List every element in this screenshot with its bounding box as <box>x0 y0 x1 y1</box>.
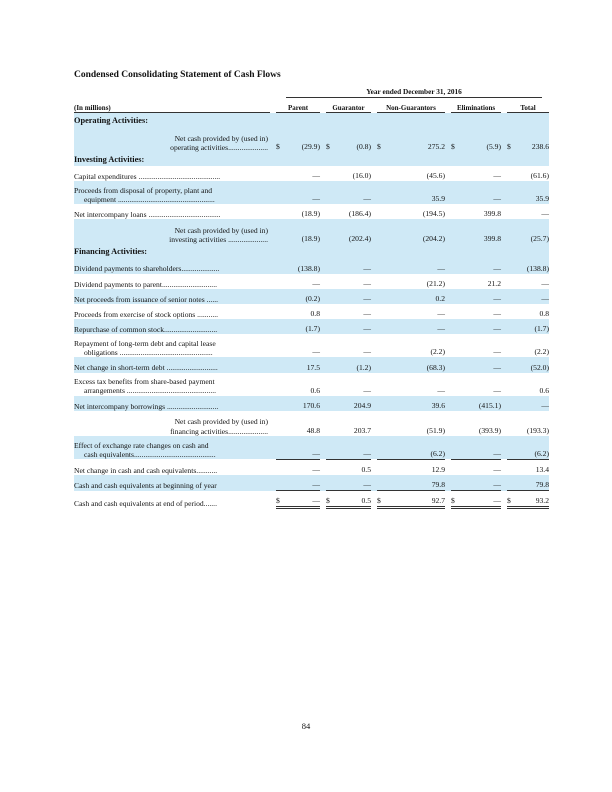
dollar-sign <box>377 204 385 219</box>
dollar-sign <box>377 166 385 181</box>
row-label <box>74 436 270 460</box>
row-label <box>74 334 270 357</box>
dollar-sign <box>276 274 284 289</box>
dollar-sign <box>507 181 515 204</box>
dollar-sign <box>377 357 385 372</box>
cell-value: 0.5 <box>334 491 371 508</box>
cell-value: — <box>541 293 549 303</box>
dollar-sign <box>451 459 459 475</box>
table-row <box>74 219 549 244</box>
row-label-line: equipment ................................................... <box>84 195 215 205</box>
cell-value: — <box>493 171 501 181</box>
cell-value: — <box>363 278 371 288</box>
dollar-sign <box>276 319 284 334</box>
column-header: Eliminations <box>451 101 501 113</box>
row-label-line: obligations ................................................. <box>84 348 213 358</box>
cell-value: 203.7 <box>353 425 371 435</box>
dollar-sign: $ <box>451 142 455 151</box>
dollar-sign <box>377 304 385 319</box>
cell-value: 170.6 <box>302 400 320 410</box>
row-label-line: Dividend payments to parent............................. <box>74 279 217 289</box>
dollar-sign <box>276 204 284 219</box>
cell-value: — <box>493 309 501 319</box>
row-label <box>74 219 270 244</box>
dollar-sign <box>276 334 284 357</box>
dollar-sign <box>507 204 515 219</box>
cell-value: — <box>459 491 501 508</box>
dollar-sign <box>451 258 459 273</box>
dollar-sign <box>377 334 385 357</box>
cell-value: (2.2) <box>430 347 445 357</box>
cell-value: — <box>312 347 320 357</box>
dollar-sign: $ <box>326 142 330 151</box>
dollar-sign <box>507 304 515 319</box>
dollar-sign: $ <box>377 491 385 508</box>
dollar-sign <box>276 219 284 244</box>
dollar-sign: $ <box>326 491 334 508</box>
cell-value: (202.4) <box>348 234 371 244</box>
row-label <box>74 127 270 152</box>
dollar-sign <box>451 219 459 244</box>
dollar-sign <box>451 411 459 436</box>
dollar-sign <box>507 373 515 396</box>
row-label <box>74 274 270 289</box>
table-row <box>74 181 549 204</box>
section-header-row <box>74 152 549 166</box>
cell-value: (6.2) <box>385 436 445 460</box>
dollar-sign <box>276 373 284 396</box>
dollar-sign: $ <box>276 491 284 508</box>
row-label <box>74 258 270 273</box>
section-label: Investing Activities: <box>74 154 145 164</box>
cell-value: — <box>459 436 501 460</box>
dollar-sign <box>451 181 459 204</box>
dollar-sign <box>507 475 515 491</box>
dollar-sign <box>377 411 385 436</box>
table-row <box>74 436 549 460</box>
dollar-sign <box>276 289 284 304</box>
dollar-sign <box>377 396 385 411</box>
cell-value: — <box>493 263 501 273</box>
cell-value: 399.8 <box>483 234 501 244</box>
dollar-sign <box>326 319 334 334</box>
row-label <box>74 304 270 319</box>
cell-value: — <box>437 263 445 273</box>
dollar-sign <box>507 396 515 411</box>
dollar-sign <box>451 274 459 289</box>
table-row <box>74 289 549 304</box>
row-label-line: cash equivalents........................................... <box>84 450 216 460</box>
dollar-sign <box>326 475 334 491</box>
row-label <box>74 181 270 204</box>
section-label: Operating Activities: <box>74 115 148 125</box>
cell-value: — <box>284 436 320 460</box>
row-label <box>74 166 270 181</box>
table-row <box>74 373 549 396</box>
cell-value: (68.3) <box>426 362 445 372</box>
cell-value: — <box>459 475 501 491</box>
cell-value: — <box>541 209 549 219</box>
row-label-line: Repurchase of common stock............................ <box>74 325 218 335</box>
dollar-sign <box>276 357 284 372</box>
cell-value: — <box>437 385 445 395</box>
cell-value: — <box>493 324 501 334</box>
row-label-line: arrangements ............................................... <box>84 386 217 396</box>
cell-value: 275.2 <box>427 142 445 151</box>
dollar-sign <box>326 204 334 219</box>
cell-value: (52.0) <box>530 362 549 372</box>
cell-value: — <box>493 385 501 395</box>
cell-value: (18.9) <box>301 234 320 244</box>
cell-value: (1.7) <box>534 324 549 334</box>
dollar-sign <box>377 475 385 491</box>
row-label <box>74 475 270 491</box>
cell-value: 17.5 <box>306 362 320 372</box>
cell-value: (0.8) <box>356 142 371 151</box>
dollar-sign <box>326 258 334 273</box>
dollar-sign: $ <box>451 491 459 508</box>
section-header-row <box>74 244 549 258</box>
cell-value: — <box>312 464 320 474</box>
row-label-line: Net intercompany loans ...................................... <box>74 210 221 220</box>
table-row <box>74 127 549 152</box>
row-label-line: Net cash provided by (used in) <box>174 417 268 427</box>
cell-value: (204.2) <box>422 234 445 244</box>
cell-value: — <box>363 194 371 204</box>
column-header: Total <box>507 101 549 113</box>
cell-value: — <box>541 400 549 410</box>
cell-value: — <box>493 293 501 303</box>
dollar-sign <box>377 258 385 273</box>
row-label-line: Repayment of long-term debt and capital lease <box>74 339 216 349</box>
dollar-sign <box>507 219 515 244</box>
cell-value: — <box>363 385 371 395</box>
cell-value: — <box>493 464 501 474</box>
cell-value: 12.9 <box>431 464 445 474</box>
section-header-row <box>74 113 549 128</box>
cell-value: (25.7) <box>530 234 549 244</box>
cell-value: — <box>541 278 549 288</box>
cell-value: 48.8 <box>306 425 320 435</box>
cell-value: — <box>493 362 501 372</box>
cash-flow-body <box>74 113 549 508</box>
dollar-sign <box>451 396 459 411</box>
dollar-sign <box>451 373 459 396</box>
dollar-sign <box>377 289 385 304</box>
row-label-line: operating activities..................... <box>170 142 268 152</box>
dollar-sign <box>326 304 334 319</box>
row-label <box>74 319 270 334</box>
row-label <box>74 373 270 396</box>
cell-value: (415.1) <box>478 400 501 410</box>
cell-value: 0.6 <box>310 385 320 395</box>
row-label-line: Net proceeds from issuance of senior notes ...... <box>74 294 219 304</box>
cell-value: — <box>312 171 320 181</box>
cell-value: (1.2) <box>356 362 371 372</box>
table-row <box>74 204 549 219</box>
unit-label: (In millions) <box>74 101 270 113</box>
dollar-sign <box>451 319 459 334</box>
dollar-sign <box>326 289 334 304</box>
cell-value: 35.9 <box>431 194 445 204</box>
dollar-sign <box>507 289 515 304</box>
row-label-line: Proceeds from exercise of stock options ........... <box>74 310 219 320</box>
row-label <box>74 289 270 304</box>
dollar-sign <box>326 373 334 396</box>
cell-value: (0.2) <box>305 293 320 303</box>
dollar-sign <box>326 181 334 204</box>
cell-value: — <box>363 324 371 334</box>
dollar-sign <box>326 396 334 411</box>
dollar-sign <box>451 334 459 357</box>
dollar-sign <box>276 258 284 273</box>
row-label <box>74 491 270 508</box>
dollar-sign <box>507 258 515 273</box>
cell-value: 0.8 <box>539 309 549 319</box>
dollar-sign <box>507 319 515 334</box>
cell-value: 79.8 <box>515 475 549 491</box>
dollar-sign <box>377 459 385 475</box>
cell-value: (2.2) <box>534 347 549 357</box>
dollar-sign <box>326 219 334 244</box>
cell-value: (1.7) <box>305 324 320 334</box>
dollar-sign <box>507 166 515 181</box>
table-row <box>74 491 549 508</box>
dollar-sign <box>451 166 459 181</box>
cash-flow-table <box>74 101 549 509</box>
dollar-sign <box>276 166 284 181</box>
cell-value: — <box>312 278 320 288</box>
cell-value: 204.9 <box>353 400 371 410</box>
dollar-sign <box>451 304 459 319</box>
table-row <box>74 334 549 357</box>
dollar-sign <box>377 319 385 334</box>
dollar-sign <box>507 459 515 475</box>
dollar-sign: $ <box>507 491 515 508</box>
cell-value: (138.8) <box>297 263 320 273</box>
row-label-line: financing activities..................... <box>170 426 268 436</box>
dollar-sign <box>276 475 284 491</box>
row-label <box>74 204 270 219</box>
dollar-sign <box>451 436 459 460</box>
dollar-sign <box>377 181 385 204</box>
dollar-sign <box>451 204 459 219</box>
dollar-sign <box>507 334 515 357</box>
dollar-sign <box>276 181 284 204</box>
cell-value: (393.9) <box>478 425 501 435</box>
row-label-line: Dividend payments to shareholders.................... <box>74 264 220 274</box>
cell-value: 13.4 <box>535 464 549 474</box>
cell-value: 0.5 <box>361 464 371 474</box>
dollar-sign <box>377 373 385 396</box>
cell-value: (138.8) <box>526 263 549 273</box>
table-row <box>74 304 549 319</box>
cell-value: — <box>334 475 371 491</box>
page-number: 84 <box>301 721 311 731</box>
dollar-sign <box>326 357 334 372</box>
dollar-sign <box>451 357 459 372</box>
table-row <box>74 411 549 436</box>
table-row <box>74 274 549 289</box>
cell-value: 92.7 <box>385 491 445 508</box>
column-header: Parent <box>276 101 320 113</box>
row-label-line: Net cash provided by (used in) <box>174 133 268 143</box>
cell-value: — <box>363 347 371 357</box>
cell-value: — <box>493 194 501 204</box>
cell-value: (5.9) <box>486 142 501 151</box>
table-row <box>74 396 549 411</box>
cell-value: (21.2) <box>426 278 445 288</box>
column-header: Guarantor <box>326 101 371 113</box>
period-header: Year ended December 31, 2016 <box>286 87 542 98</box>
dollar-sign <box>326 166 334 181</box>
dollar-sign <box>326 459 334 475</box>
dollar-sign: $ <box>276 142 280 151</box>
dollar-sign <box>451 289 459 304</box>
cell-value: 0.2 <box>435 293 445 303</box>
dollar-sign <box>276 411 284 436</box>
row-label <box>74 459 270 475</box>
table-row <box>74 459 549 475</box>
cell-value: 39.6 <box>431 400 445 410</box>
cell-value: — <box>437 324 445 334</box>
cell-value: — <box>334 436 371 460</box>
row-label-line: Cash and cash equivalents at beginning of year <box>74 481 217 491</box>
cell-value: — <box>363 293 371 303</box>
cell-value: 35.9 <box>535 194 549 204</box>
cell-value: (6.2) <box>515 436 549 460</box>
table-row <box>74 475 549 491</box>
cell-value: 399.8 <box>483 209 501 219</box>
table-row <box>74 258 549 273</box>
cell-value: — <box>493 347 501 357</box>
row-label-line: Net change in short-term debt ........................... <box>74 363 218 373</box>
cell-value: (194.5) <box>422 209 445 219</box>
dollar-sign <box>377 274 385 289</box>
dollar-sign <box>326 274 334 289</box>
cell-value: 93.2 <box>515 491 549 508</box>
row-label-line: Cash and cash equivalents at end of period....... <box>74 498 217 508</box>
row-label-line: Excess tax benefits from share-based payment <box>74 377 215 387</box>
dollar-sign <box>507 411 515 436</box>
cell-value: (29.9) <box>301 142 320 151</box>
cell-value: (61.6) <box>530 171 549 181</box>
row-label-line: Capital expenditures ........................................... <box>74 172 221 182</box>
cell-value: — <box>284 491 320 508</box>
row-label <box>74 396 270 411</box>
row-label-line: Net intercompany borrowings ........................... <box>74 401 219 411</box>
cell-value: (45.6) <box>426 171 445 181</box>
row-label-line: Net cash provided by (used in) <box>174 226 268 236</box>
dollar-sign <box>451 475 459 491</box>
cell-value: — <box>312 194 320 204</box>
cell-value: — <box>437 309 445 319</box>
dollar-sign <box>276 396 284 411</box>
dollar-sign: $ <box>377 142 381 151</box>
row-label-line: Effect of exchange rate changes on cash and <box>74 440 209 450</box>
dollar-sign <box>377 436 385 460</box>
section-label: Financing Activities: <box>74 246 148 256</box>
cell-value: 0.8 <box>310 309 320 319</box>
table-row <box>74 166 549 181</box>
column-header: Non-Guarantors <box>377 101 445 113</box>
cell-value: (186.4) <box>348 209 371 219</box>
cell-value: 79.8 <box>385 475 445 491</box>
cell-value: 21.2 <box>487 278 501 288</box>
row-label <box>74 357 270 372</box>
row-label-line: Proceeds from disposal of property, plant and <box>74 185 213 195</box>
cell-value: (18.9) <box>301 209 320 219</box>
dollar-sign: $ <box>507 142 511 151</box>
row-label-line: investing activities ..................... <box>169 235 268 245</box>
cell-value: (193.3) <box>526 425 549 435</box>
cell-value: (16.0) <box>352 171 371 181</box>
dollar-sign <box>276 304 284 319</box>
table-row <box>74 319 549 334</box>
column-header-row <box>74 101 549 113</box>
cell-value: — <box>363 263 371 273</box>
statement-title: Condensed Consolidating Statement of Cash Flows <box>74 70 281 80</box>
dollar-sign <box>507 436 515 460</box>
dollar-sign <box>507 274 515 289</box>
dollar-sign <box>326 334 334 357</box>
cell-value: 0.6 <box>539 385 549 395</box>
dollar-sign <box>377 219 385 244</box>
cell-value: — <box>284 475 320 491</box>
row-label-line: Net change in cash and cash equivalents........... <box>74 465 218 475</box>
row-label <box>74 411 270 436</box>
dollar-sign <box>507 357 515 372</box>
cell-value: (51.9) <box>426 425 445 435</box>
dollar-sign <box>276 436 284 460</box>
table-row <box>74 357 549 372</box>
dollar-sign <box>326 436 334 460</box>
cell-value: 238.6 <box>531 142 549 151</box>
cell-value: — <box>363 309 371 319</box>
dollar-sign <box>276 459 284 475</box>
dollar-sign <box>326 411 334 436</box>
